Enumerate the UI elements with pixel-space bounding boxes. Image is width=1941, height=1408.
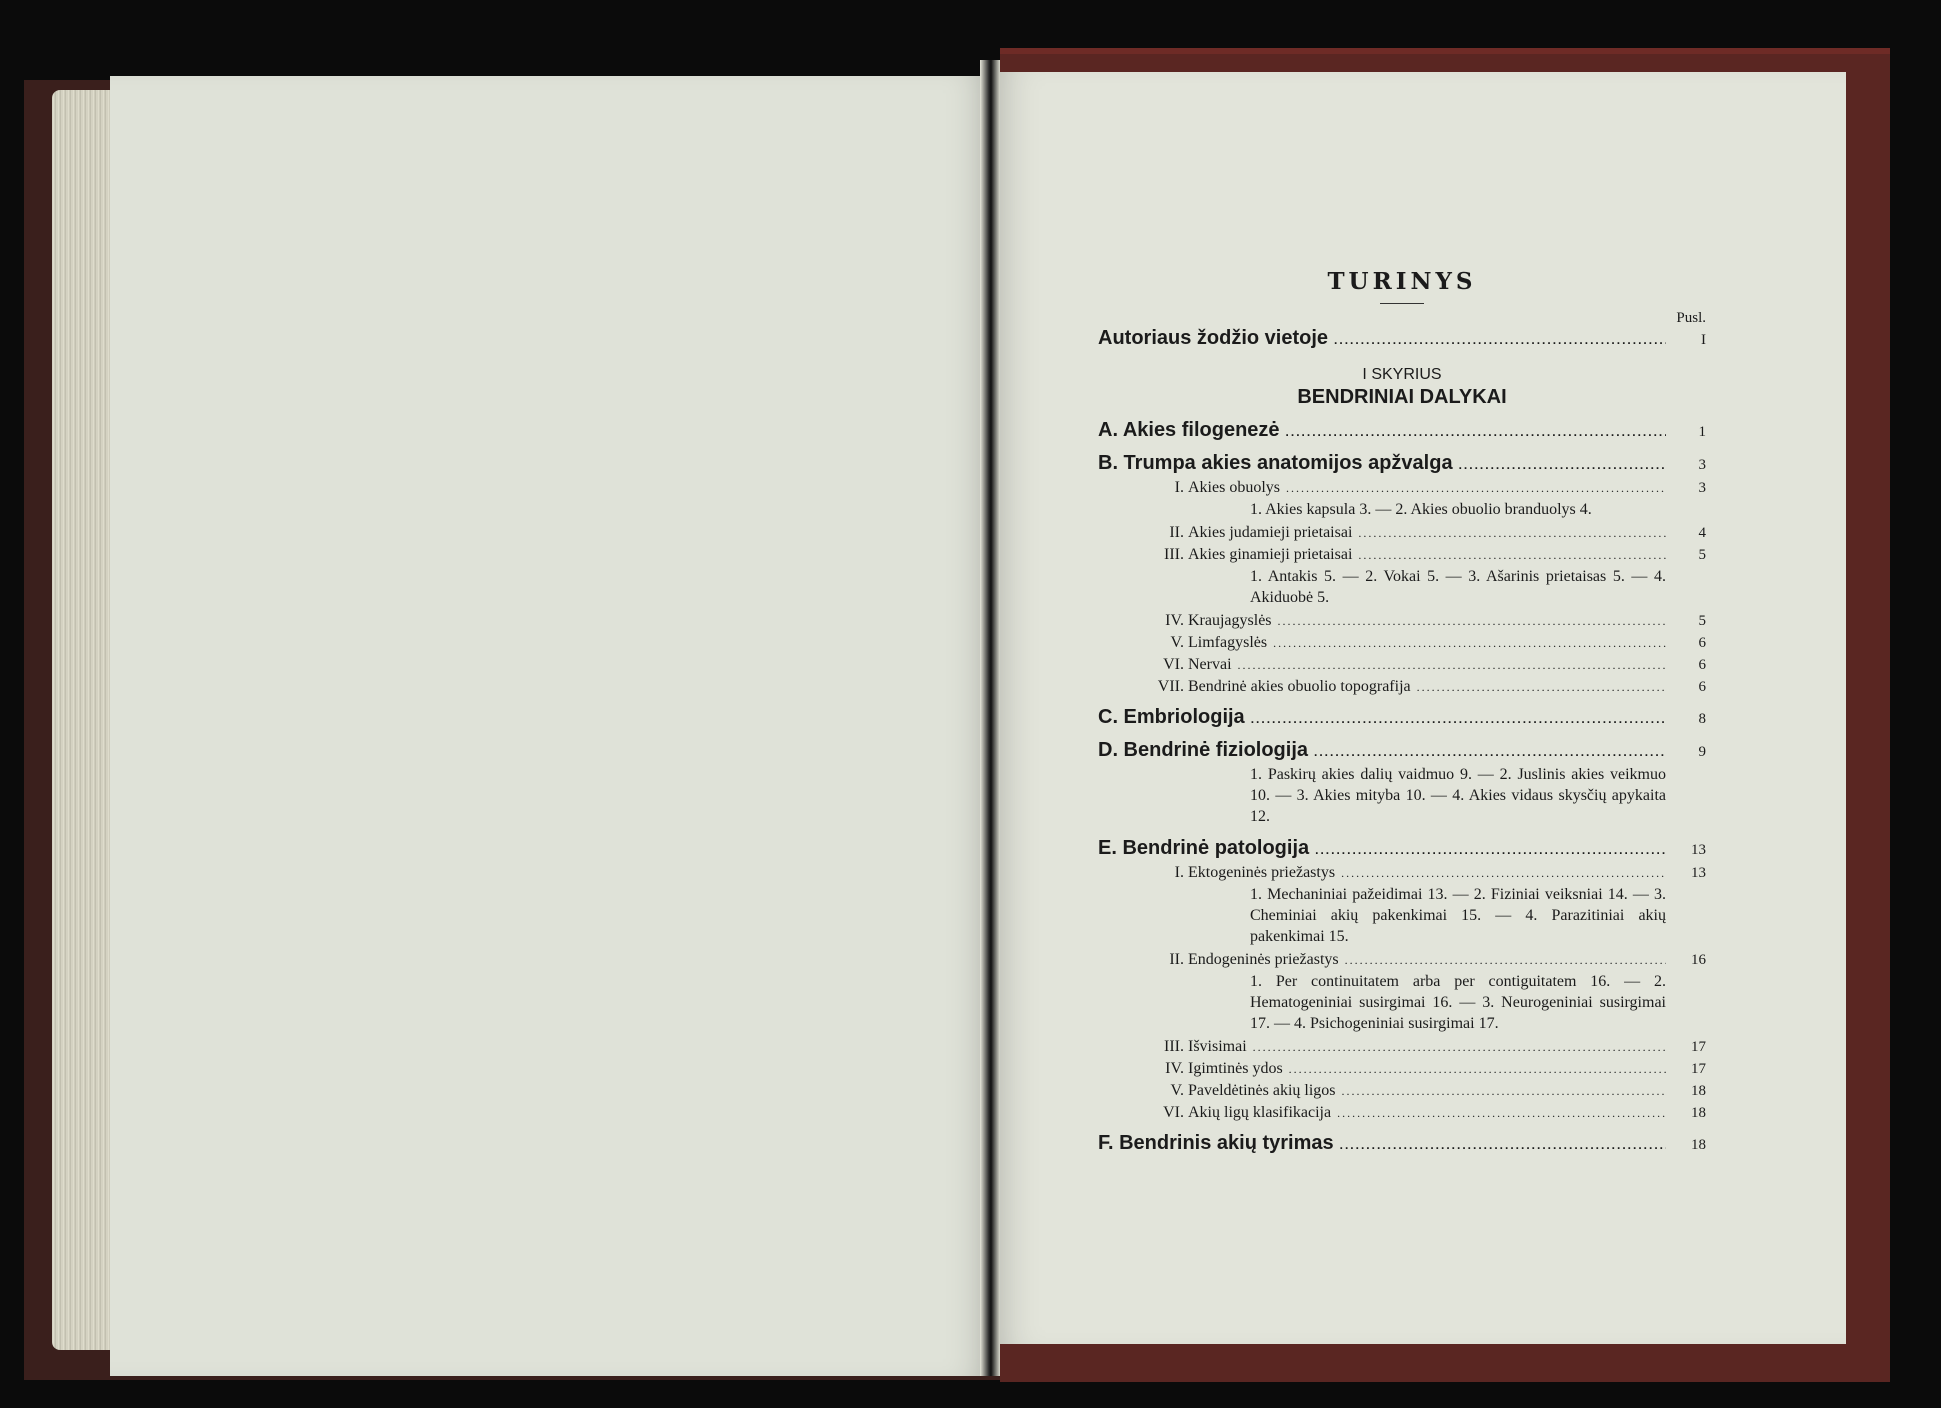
book-gutter [980,60,1000,1376]
leader-dots [1314,745,1666,759]
toc-subentry[interactable] [1098,1060,1706,1078]
toc-subentry-title: Akies judamieji prietaisai [1188,524,1353,541]
toc-subentry-page: 6 [1698,657,1706,673]
toc-subentry-page: 18 [1691,1105,1706,1121]
toc-subentry-label [1098,612,1272,630]
toc-section-entry[interactable] [1098,452,1706,475]
toc-subentry-title: Bendrinė akies obuolio topografija [1188,678,1411,695]
roman-numeral: I. [1174,479,1184,496]
toc-entry-page: I [1701,332,1706,348]
toc-subentry-title: Igimtinės ydos [1188,1060,1283,1077]
toc-subentry[interactable] [1098,678,1706,696]
toc-subentry-page: 4 [1698,525,1706,541]
toc-section-page: 1 [1698,424,1706,440]
toc-subentry-title: Akies obuolys [1188,479,1280,496]
leader-dots [1289,1062,1666,1077]
toc-subentry[interactable] [1098,1038,1706,1056]
left-page-blank [110,76,990,1376]
toc-title: TURINYS [1327,268,1477,295]
toc-subentry-page: 18 [1691,1083,1706,1099]
toc-subentry-page: 17 [1691,1061,1706,1077]
toc-subentry-title: Akies ginamieji prietaisai [1188,546,1353,563]
roman-numeral: V. [1170,1082,1184,1099]
toc-subentry[interactable] [1098,479,1706,497]
toc-subentry-page: 5 [1698,547,1706,563]
leader-dots [1315,843,1666,857]
roman-numeral: VI. [1163,656,1184,673]
roman-numeral: II. [1169,524,1184,541]
toc-section-page: 3 [1698,457,1706,473]
toc-subentry-title: Limfagyslės [1188,634,1268,651]
toc-section-entry[interactable] [1098,419,1706,442]
toc-subentry-label [1098,1104,1331,1122]
toc-subentry-description: 1. Mechaniniai pažeidimai 13. — 2. Fiziniai veiksniai 14. — 3. Cheminiai akių pakenkimai 15. — 4. Parazitiniai akių pakenkimai 15. [1250,886,1666,945]
leader-dots [1342,1084,1666,1099]
leader-dots [1238,658,1666,673]
leader-dots [1340,1138,1666,1152]
leader-dots [1286,481,1666,496]
toc-subentry-page: 3 [1698,480,1706,496]
toc-sections [1098,419,1706,1155]
leader-dots [1459,458,1666,472]
toc-subentry-label [1098,546,1352,564]
leader-dots [1358,526,1666,541]
toc-subentry-title: Paveldėtinės akių ligos [1188,1082,1336,1099]
toc-subentry-label [1098,864,1335,882]
leader-dots [1337,1106,1666,1121]
toc-subentry[interactable] [1098,1104,1706,1122]
leader-dots [1334,333,1666,347]
toc-subentry-title: Ektogeninės priežastys [1188,864,1336,881]
chapter-title: BENDRINIAI DALYKAI [1297,386,1507,408]
toc-subentry-label [1098,524,1352,542]
leader-dots [1273,636,1666,651]
toc-section-entry[interactable] [1098,706,1706,729]
toc-subentry-title: Išvisimai [1188,1038,1247,1055]
toc-section-description: 1. Paskirų akies dalių vaidmuo 9. — 2. Juslinis akies veikmuo 10. — 3. Akies mityba 10. — 4. Akies vidaus skysčių apykaita 12. [1250,766,1666,825]
roman-numeral: III. [1164,1038,1184,1055]
toc-entry-label: Autoriaus žodžio vietoje [1098,327,1329,349]
toc-subentry[interactable] [1098,951,1706,969]
toc-subentry-label [1098,656,1232,674]
toc-section-entry[interactable] [1098,1132,1706,1155]
leader-dots [1251,712,1666,726]
toc-subentry-label [1098,1082,1336,1100]
toc-subentry-description: 1. Per continuitatem arba per contiguitatem 16. — 2. Hematogeniniai susirgimai 16. — 3. Neurogeniniai susirgimai 17. — 4. Psichogeniniai susirgimai 17. [1250,973,1666,1032]
chapter-heading [1098,366,1706,409]
page-column-header: Pusl. [1676,310,1706,326]
toc-subentry-description: 1. Antakis 5. — 2. Vokai 5. — 3. Ašarinis prietaisas 5. — 4. Akiduobė 5. [1250,568,1666,606]
toc-section-page: 13 [1691,842,1706,858]
toc-subentry-label [1098,1038,1247,1056]
toc-subentry-page: 16 [1691,952,1706,968]
toc-subentry-title: Akių ligų klasifikacija [1188,1104,1332,1121]
toc-section-label: A. Akies filogenezė [1098,419,1280,441]
toc-subentry[interactable] [1098,864,1706,882]
roman-numeral: V. [1170,634,1184,651]
roman-numeral: III. [1164,546,1184,563]
toc-subentry-page: 13 [1691,865,1706,881]
title-rule [1380,303,1424,304]
toc-section-label: B. Trumpa akies anatomijos apžvalga [1098,452,1453,474]
toc-subentry-description: 1. Akies kapsula 3. — 2. Akies obuolio branduolys 4. [1250,501,1592,518]
roman-numeral: IV. [1165,612,1184,629]
chapter-number: I SKYRIUS [1362,366,1442,383]
toc-subentry-title: Nervai [1188,656,1232,673]
toc-subentry[interactable] [1098,634,1706,652]
toc-subentry-label [1098,634,1267,652]
toc-section-label: C. Embriologija [1098,706,1245,728]
toc-section-entry[interactable] [1098,739,1706,762]
toc-subentry-label [1098,479,1280,497]
toc-section-entry[interactable] [1098,837,1706,860]
leader-dots [1358,548,1666,563]
toc-subentry[interactable] [1098,1082,1706,1100]
toc-subentry-title: Kraujagyslės [1188,612,1272,629]
toc-section-page: 18 [1691,1137,1706,1153]
toc-subentry-label [1098,678,1411,696]
toc-section-label: F. Bendrinis akių tyrimas [1098,1132,1334,1154]
toc-section-label: D. Bendrinė fiziologija [1098,739,1309,761]
toc-subentry[interactable] [1098,524,1706,542]
roman-numeral: I. [1174,864,1184,881]
roman-numeral: IV. [1165,1060,1184,1077]
toc-section-page: 8 [1698,711,1706,727]
toc-section-label: E. Bendrinė patologija [1098,837,1310,859]
toc-subentry[interactable] [1098,546,1706,564]
toc-subentry-page: 6 [1698,635,1706,651]
toc-entry-preface[interactable] [1098,327,1706,350]
leader-dots [1341,866,1666,881]
roman-numeral: II. [1169,951,1184,968]
toc-subentry-label [1098,951,1339,969]
leader-dots [1286,425,1666,439]
toc-section-page: 9 [1698,744,1706,760]
toc-subentry-label [1098,1060,1283,1078]
leader-dots [1278,614,1666,629]
toc-subentry[interactable] [1098,656,1706,674]
toc-subentry-title: Endogeninės priežastys [1188,951,1339,968]
table-of-contents [1098,268,1706,1155]
toc-subentry-page: 6 [1698,679,1706,695]
toc-subentry-page: 5 [1698,613,1706,629]
leader-dots [1253,1040,1666,1055]
roman-numeral: VII. [1157,678,1184,695]
toc-subentry-page: 17 [1691,1039,1706,1055]
leader-dots [1417,680,1666,695]
toc-subentry[interactable] [1098,612,1706,630]
leader-dots [1345,953,1666,968]
roman-numeral: VI. [1163,1104,1184,1121]
